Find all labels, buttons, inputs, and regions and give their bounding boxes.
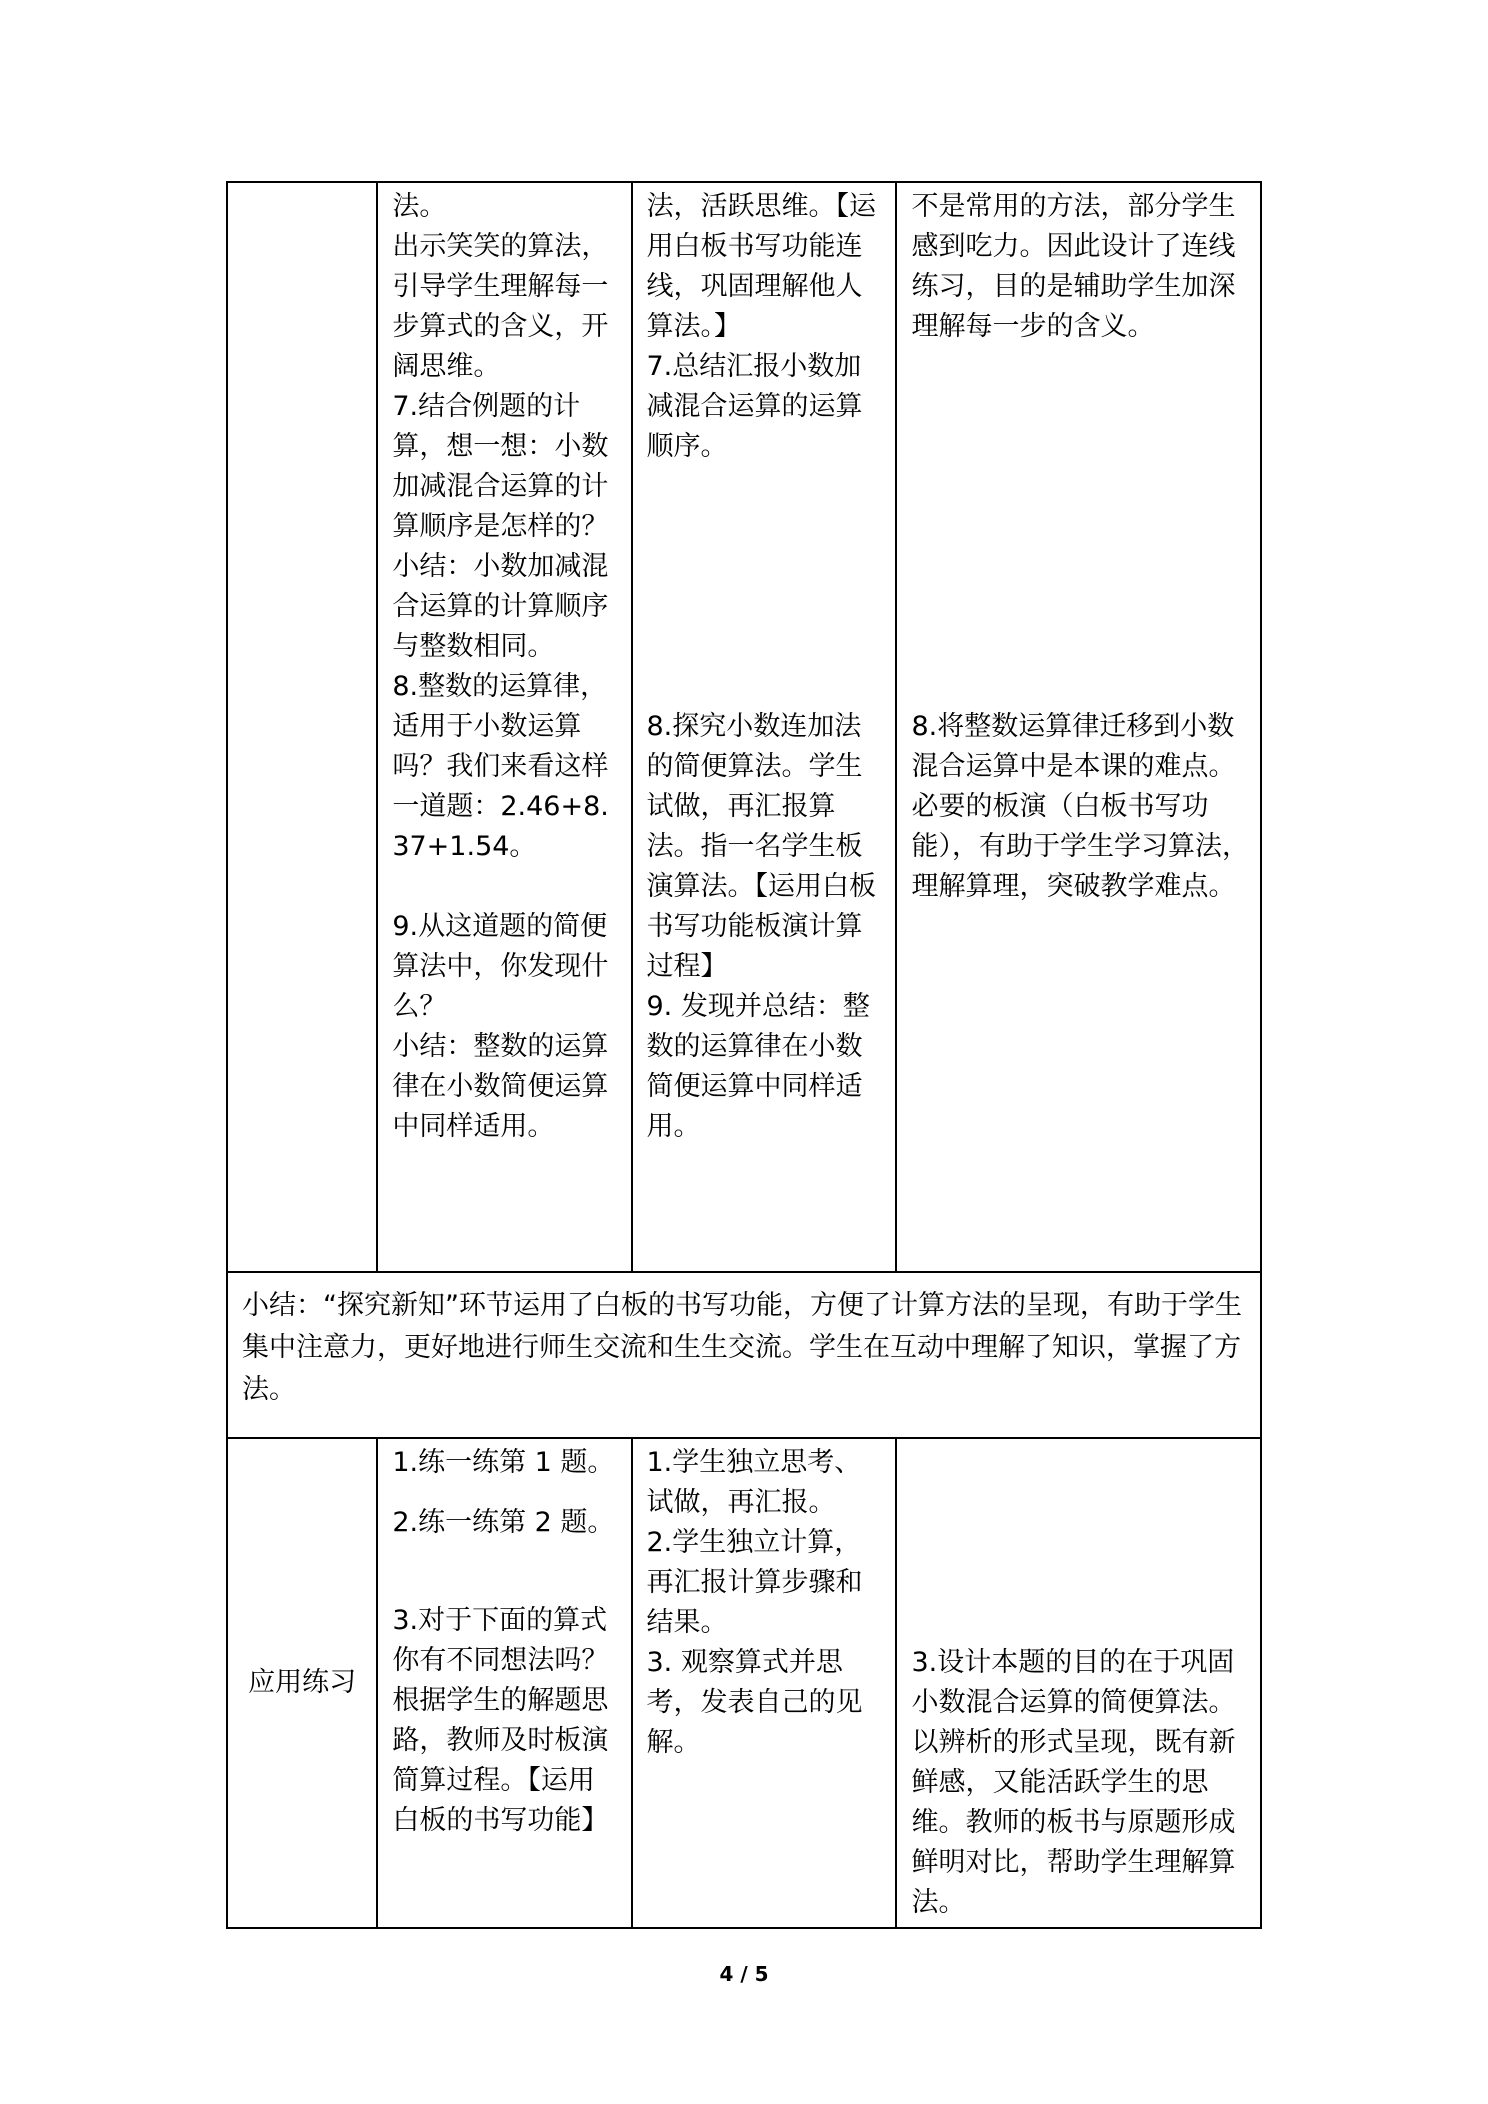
student-text: 9. 发现并总结：整数的运算律在小数简便运算中同样适用。	[646, 991, 870, 1142]
table-row	[227, 182, 1261, 1272]
student-text: 1.学生独立思考、试做，再汇报。	[646, 1447, 862, 1518]
teacher-text: 法。	[392, 191, 447, 222]
table-row	[227, 1272, 1261, 1438]
teacher-activity-cell	[377, 1438, 631, 1928]
teacher-text: 7.结合例题的计算，想一想：小数加减混合运算的计算顺序是怎样的？	[392, 391, 609, 542]
student-text: 2.学生独立计算，再汇报计算步骤和结果。	[646, 1527, 863, 1638]
spacer	[392, 1483, 620, 1503]
spacer	[911, 347, 1250, 707]
teacher-text: 8.整数的运算律，适用于小数运算吗？我们来看这样一道题：2.46+8.37+1.54。	[392, 671, 609, 862]
teacher-activity-cell	[377, 182, 631, 1272]
lesson-plan-table	[226, 181, 1262, 1929]
student-activity-cell	[632, 1438, 897, 1928]
spacer	[392, 867, 620, 907]
summary-text: 小结：“探究新知”环节运用了白板的书写功能，方便了计算方法的呈现，有助于学生集中注意力，更好地进行师生交流和生生交流。学生在互动中理解了知识，掌握了方法。	[242, 1290, 1242, 1405]
intent-text: 不是常用的方法，部分学生感到吃力。因此设计了连线练习，目的是辅助学生加深理解每一步的含义。	[911, 191, 1236, 342]
design-intent-cell	[896, 182, 1261, 1272]
stage-cell	[227, 1438, 377, 1928]
stage-label: 应用练习	[248, 1667, 357, 1698]
stage-cell	[227, 182, 377, 1272]
spacer	[392, 1543, 620, 1601]
intent-text: 8.将整数运算律迁移到小数混合运算中是本课的难点。必要的板演（白板书写功能），有助于学生学习算法，理解算理，突破教学难点。	[911, 711, 1249, 902]
student-text: 8.探究小数连加法的简便算法。学生试做，再汇报算法。指一名学生板演算法。【运用白板书写功能板演计算过程】	[646, 711, 876, 982]
student-text: 法，活跃思维。【运用白板书写功能连线，巩固理解他人算法。】	[646, 191, 876, 342]
spacer	[647, 467, 886, 707]
teacher-text: 2.练一练第 2 题。	[392, 1507, 615, 1538]
spacer	[911, 1443, 1250, 1643]
teacher-text: 3.对于下面的算式你有不同想法吗？根据学生的解题思路，教师及时板演简算过程。【运用白板的书写功能】	[392, 1605, 609, 1836]
teacher-text: 9.从这道题的简便算法中，你发现什么？	[392, 911, 609, 1022]
design-intent-cell	[896, 1438, 1261, 1928]
table-row	[227, 1438, 1261, 1928]
teacher-text: 小结：整数的运算律在小数简便运算中同样适用。	[392, 1031, 609, 1142]
page-number: 4 / 5	[719, 1962, 769, 1986]
student-text: 7.总结汇报小数加减混合运算的运算顺序。	[646, 351, 863, 462]
teacher-text: 1.练一练第 1 题。	[392, 1447, 615, 1478]
teacher-text: 出示笑笑的算法，引导学生理解每一步算式的含义，开阔思维。	[392, 231, 609, 382]
summary-cell	[227, 1272, 1261, 1438]
intent-text: 3.设计本题的目的在于巩固小数混合运算的简便算法。以辨析的形式呈现，既有新鲜感，又能活跃学生的思维。教师的板书与原题形成鲜明对比，帮助学生理解算法。	[911, 1647, 1236, 1918]
student-activity-cell	[632, 182, 897, 1272]
teacher-text: 小结：小数加减混合运算的计算顺序与整数相同。	[392, 551, 609, 662]
student-text: 3. 观察算式并思考，发表自己的见解。	[646, 1647, 863, 1758]
